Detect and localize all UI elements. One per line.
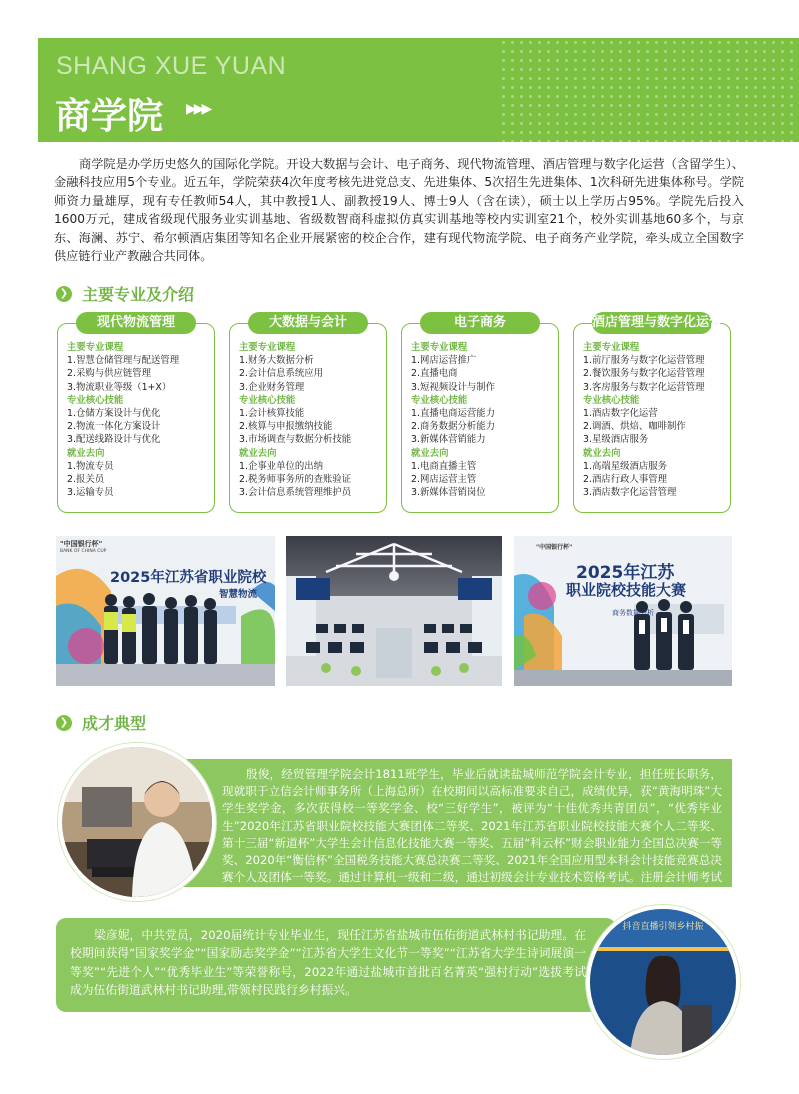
skills-label: 专业核心技能 (239, 394, 296, 406)
profile-photo-2 (586, 905, 740, 1059)
photo-banner: 抖音直播引领乡村振 (622, 922, 704, 932)
list-item: 2.网店运营主管 (411, 474, 477, 486)
list-item: 1.直播电商运营能力 (411, 408, 495, 420)
jobs-label: 就业去向 (583, 447, 621, 459)
list-item: 3.客房服务与数字化运营管理 (583, 381, 705, 393)
major-card-hotel (573, 315, 731, 513)
photo-subtitle: 智慧物流 (219, 589, 258, 600)
cup-label: "中国银行杯" (60, 540, 103, 548)
list-item: 3.会计信息系统管理维护员 (239, 487, 352, 499)
list-item: 1.高端星级酒店服务 (583, 460, 667, 472)
major-card-logistics (57, 315, 215, 513)
cup-label-en: BANK OF CHINA CUP (60, 549, 107, 554)
list-item: 2.直播电商 (411, 368, 458, 380)
photo-ecommerce-team (514, 536, 732, 686)
intro-paragraph: 商学院是办学历史悠久的国际化学院。开设大数据与会计、电子商务、现代物流管理、酒店管理与数字化运营（含留学生）、金融科技应用5个专业。近五年，学院荣获4次年度考核先进党总支、先进集体、5次招生先进集体、1次科研先进集体称号。学院师资力量雄厚，现有专任教师54人，其中教授1人、副教授19人、博士9人（含在读），硕士以上学历占95%。学院先后投入1600万元，建成省级现代服务业实训基地、省级数智商科虚拟仿真实训基地等校内实训室21个，校外实训基地60多个，与京东、海澜、苏宁、希尔顿酒店集团等知名企业开展紧密的校企合作，建有现代物流学院、电子商务产业学院，牵头成立全国数字供应链行业产教融合共同体。 (54, 157, 744, 264)
profile-photo-1-svg (62, 747, 212, 897)
list-item: 2.酒店行政人事管理 (583, 474, 667, 486)
profile-photo-1 (58, 743, 216, 901)
skills-label: 专业核心技能 (67, 394, 124, 406)
header-banner (38, 38, 799, 142)
list-item: 2.物流一体化方案设计 (67, 421, 161, 433)
courses-label: 主要专业课程 (583, 342, 640, 353)
photo-computer-lab (286, 536, 502, 686)
major-card-ecommerce (401, 315, 559, 513)
list-item: 3.物流职业等级（1+X） (67, 381, 172, 393)
major-name: 现代物流管理 (76, 312, 196, 334)
list-item: 2.调酒、烘焙、咖啡制作 (583, 421, 686, 433)
list-item: 2.税务师事务所的查账验证 (239, 474, 352, 486)
skills-label: 专业核心技能 (411, 394, 468, 406)
jobs-label: 就业去向 (411, 447, 449, 459)
major-name: 酒店管理与数字化运营 (592, 312, 712, 334)
profile-text-2: 梁彦妮，中共党员，2020届统计专业毕业生，现任江苏省盐城市伍佑街道武林村书记助理。在校期间获得“国家奖学金”“国家励志奖学金”“江苏省大学生文化节一等奖”“江苏省大学生诗词展演一等奖”“先进个人”“优秀毕业生”等荣誉称号，2022年通过盐城市首批百名菁英“强村行动”选拔考试成为伍佑街道武林村书记助理,带领村民践行乡村振兴。 (70, 928, 586, 998)
profile-text-1: 殷俊，经贸管理学院会计1811班学生，毕业后就读盐城师范学院会计专业，担任班长职务，现就职于立信会计师事务所（上海总所）在校期间以高标准要求自己，成绩优异，获“黄海明珠”大学生奖学金，多次获得校一等奖学金、校“三好学生”，被评为“十佳优秀共青团员”，“优秀毕业生”2020年江苏省职业院校技能大赛团体二等奖、2021年江苏省职业院校技能大赛个人二等奖、第十三届“新道杯”大学生会计信息化技能大赛一等奖、五届“科云杯”财会职业能力全国总决赛一等奖、2020年“衡信杯”全国税务技能大赛总决赛二等奖、2021年全国应用型本科会计技能竞赛总决赛个人及团体一等奖。通过计算机一级和二级，通过初级会计专业技术资格考试。注册会计师考试通过会计、审计、财务成本管理、税法四科。 (222, 767, 722, 902)
courses-label: 主要专业课程 (411, 342, 468, 353)
photo-title-line1: 2025年江苏 (576, 563, 675, 583)
chevron-right-icon: ❯ (56, 715, 72, 731)
photo-logistics-team (56, 536, 275, 686)
courses-label: 主要专业课程 (239, 342, 296, 353)
list-item: 2.商务数据分析能力 (411, 421, 495, 433)
chevron-right-icon: ❯ (56, 286, 72, 302)
list-item: 2.采购与供应链管理 (67, 368, 151, 380)
photo-title-line2: 职业院校技能大赛 (566, 581, 687, 599)
majors-section-title: ❯ 主要专业及介绍 (56, 282, 194, 305)
list-item: 1.物流专员 (67, 460, 114, 472)
arrow-icons: ▶▶▶ (186, 101, 210, 117)
major-name: 电子商务 (420, 312, 540, 334)
jobs-label: 就业去向 (67, 447, 105, 459)
list-item: 3.企业财务管理 (239, 381, 305, 393)
list-item: 1.网店运营推广 (411, 355, 477, 367)
list-item: 1.酒店数字化运营 (583, 408, 658, 420)
list-item: 3.新媒体营销能力 (411, 434, 486, 446)
major-card-accounting (229, 315, 387, 513)
list-item: 2.核算与申报缴纳技能 (239, 421, 333, 433)
skills-label: 专业核心技能 (583, 394, 640, 406)
list-item: 3.星级酒店服务 (583, 434, 649, 446)
photo-title: 2025年江苏省职业院校 (110, 570, 267, 586)
profile-card-2 (56, 918, 616, 1012)
list-item: 1.会计核算技能 (239, 408, 305, 420)
talents-section-title: ❯ 成才典型 (56, 711, 146, 734)
photo-logistics-svg (56, 536, 275, 686)
cup-label: "中国银行杯" (536, 544, 573, 551)
list-item: 1.前厅服务与数字化运营管理 (583, 355, 705, 367)
dot-pattern (499, 38, 799, 142)
list-item: 1.智慧仓储管理与配送管理 (67, 355, 180, 367)
courses-label: 主要专业课程 (67, 342, 124, 353)
list-item: 3.运输专员 (67, 487, 114, 499)
list-item: 2.会计信息系统应用 (239, 368, 323, 380)
list-item: 3.酒店数字化运营管理 (583, 487, 677, 499)
header-title-en: SHANG XUE YUAN (56, 52, 287, 80)
list-item: 3.配送线路设计与优化 (67, 434, 161, 446)
list-item: 1.企事业单位的出纳 (239, 460, 323, 472)
list-item: 2.报关员 (67, 474, 105, 486)
major-name: 大数据与会计 (248, 312, 368, 334)
photo-subtitle: 商务数据分析 (612, 609, 654, 617)
list-item: 3.新媒体营销岗位 (411, 487, 486, 499)
profile-card-1 (160, 759, 732, 902)
list-item: 2.餐饮服务与数字化运营管理 (583, 368, 705, 380)
list-item: 1.财务大数据分析 (239, 355, 314, 367)
photo-lab-svg (286, 536, 502, 686)
jobs-label: 就业去向 (239, 447, 277, 459)
list-item: 1.电商直播主管 (411, 460, 477, 472)
list-item: 3.短视频设计与制作 (411, 381, 495, 393)
header-title-cn: 商学院 (55, 96, 164, 137)
list-item: 3.市场调查与数据分析技能 (239, 434, 352, 446)
list-item: 1.仓储方案设计与优化 (67, 408, 161, 420)
